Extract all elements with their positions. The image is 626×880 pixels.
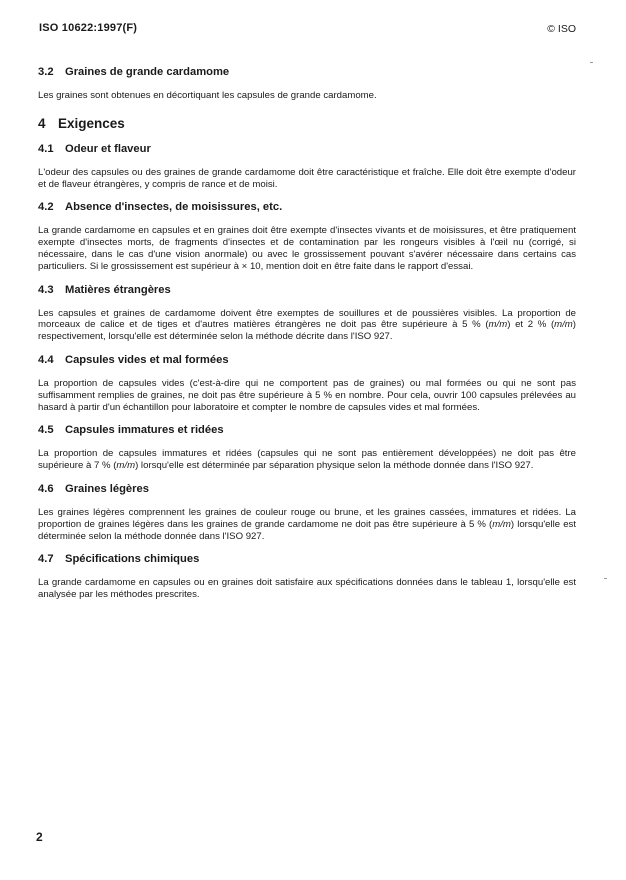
- section-title: Absence d'insectes, de moisissures, etc.: [65, 201, 283, 214]
- section-4-2: [38, 201, 576, 272]
- section-number: 4.1: [38, 142, 54, 155]
- section-title: Capsules vides et mal formées: [65, 353, 229, 366]
- section-title: Graines légères: [65, 482, 149, 495]
- section-heading: [38, 553, 576, 565]
- paragraph: La grande cardamome en capsules ou en graines doit satisfaire aux spécifications données dans le tableau 1, lorsqu'elle est analysée par les méthodes prescrites.: [38, 577, 576, 601]
- section-3-2: [38, 66, 576, 102]
- section-title: Spécifications chimiques: [65, 553, 200, 566]
- section-number: 4.6: [38, 482, 54, 495]
- paragraph: Les graines légères comprennent les graines de couleur rouge ou brune, et les graines cassées, immatures et ridées. La proportion de graines légères dans les graines de grande cardamome ne doit pas être supérieure à 5 % (m/m) lorsqu'elle est déterminée selon la méthode donnée dans l'ISO 927.: [38, 506, 576, 542]
- section-number: 4.4: [38, 353, 54, 366]
- section-title: Graines de grande cardamome: [65, 66, 230, 78]
- paragraph: L'odeur des capsules ou des graines de grande cardamome doit être caractéristique et fraîche. Elle doit être exempte d'odeur et de flaveur étrangères, y compris de rance et de moisi.: [38, 166, 576, 190]
- section-heading: [38, 201, 576, 213]
- section-heading: [38, 483, 576, 495]
- section-title: Matières étrangères: [65, 283, 171, 296]
- section-heading: [38, 116, 576, 131]
- section-4-5: [38, 424, 576, 472]
- section-heading: [38, 424, 576, 436]
- section-number: 4.5: [38, 424, 54, 437]
- scan-speck: [604, 578, 607, 579]
- section-number: 4: [38, 115, 46, 131]
- section-4-1: [38, 143, 576, 191]
- paragraph: Les graines sont obtenues en décortiquant les capsules de grande cardamome.: [38, 90, 377, 101]
- paragraph: La grande cardamome en capsules et en graines doit être exempte d'insectes vivants et de moisissures, et être pratiquement exempte d'insectes morts, de fragments d'insectes et de contamination par les rongeurs visibles à l'œil nu (corrigé, si nécessaire, dans le cas d'une vision anormale) ou avec le grossissement pouvant s'avérer nécessaire dans certains cas particuliers. Si le grossissement est supérieur à × 10, mention doit en être faite dans le rapport d'essai.: [38, 225, 576, 272]
- paragraph: La proportion de capsules vides (c'est-à-dire qui ne comportent pas de graines) ou mal formées ou qui ne sont pas suffisamment remplies de graines, ne doit pas être supérieure à 5 % en nombre. Pour cela, ouvrir 100 capsules prélevées au hasard à partir d'un échantillon pour laboratoire et compter le nombre de capsules vides et mal formées.: [38, 377, 576, 413]
- section-number: 4.3: [38, 283, 54, 296]
- section-title: Exigences: [58, 115, 125, 131]
- paragraph: Les capsules et graines de cardamome doivent être exemptes de souillures et de poussières visibles. La proportion de morceaux de calice et de tiges et d'autres matières étrangères ne doit pas être supérieure à 5 % (m/m) et 2 % (m/m) respectivement, lorsqu'elle est déterminée selon la méthode décrite dans l'ISO 927.: [38, 307, 576, 343]
- section-heading: [38, 284, 576, 296]
- section-title: Capsules immatures et ridées: [65, 424, 224, 437]
- section-4-7: [38, 553, 576, 601]
- section-4-3: [38, 284, 576, 343]
- section-number: 4.2: [38, 201, 54, 214]
- section-4-4: [38, 354, 576, 413]
- header-standard-id: ISO 10622:1997(F): [39, 22, 138, 34]
- section-4: [38, 116, 576, 131]
- section-number: 3.2: [38, 66, 54, 78]
- section-number: 4.7: [38, 553, 54, 566]
- page-number: 2: [36, 830, 43, 844]
- header-copyright: © ISO: [547, 23, 576, 35]
- section-title: Odeur et flaveur: [65, 142, 151, 155]
- document-body: [38, 66, 576, 612]
- section-heading: [38, 143, 576, 155]
- scan-speck: [590, 62, 593, 63]
- paragraph: La proportion de capsules immatures et ridées (capsules qui ne sont pas entièrement développées) ne doit pas être supérieure à 7 % (m/m) lorsqu'elle est déterminée par séparation physique selon la méthode donnée dans l'ISO 927.: [38, 448, 576, 472]
- section-heading: [38, 66, 576, 78]
- section-4-6: [38, 483, 576, 542]
- section-heading: [38, 354, 576, 366]
